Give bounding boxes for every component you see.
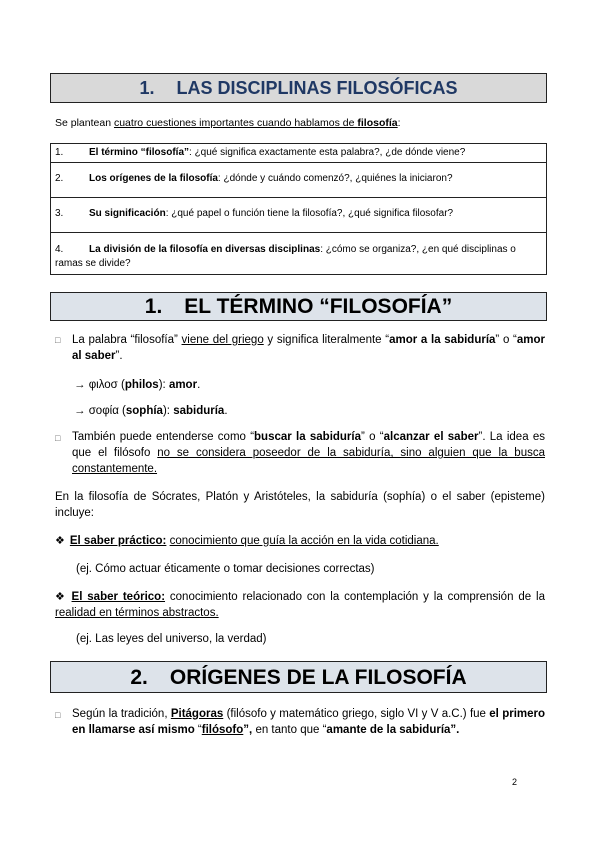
bullet-icon: □ <box>55 433 61 443</box>
table-row: 4. La división de la filosofía en diversas disciplinas: ¿cómo se organiza?, ¿en qué disciplinas o ramas se divide? <box>51 233 547 275</box>
section-number: 1. <box>144 295 163 318</box>
example-practico: (ej. Cómo actuar éticamente o tomar decisiones correctas) <box>76 563 375 575</box>
bullet-icon: □ <box>55 710 61 720</box>
table-row: 3. Su significación: ¿qué papel o función tiene la filosofía?, ¿qué significa filosofar? <box>51 198 547 233</box>
section-heading-origenes <box>50 661 547 693</box>
item-saber-practico: ❖ El saber práctico: conocimiento que guía la acción en la vida cotidiana. <box>55 535 439 547</box>
paragraph-saber: En la filosofía de Sócrates, Platón y Aristóteles, la sabiduría (sophía) o el saber (episteme) incluye: <box>55 491 545 519</box>
diamond-bullet-icon: ❖ <box>55 591 67 603</box>
section-number: 1. <box>139 78 155 98</box>
section-title: LAS DISCIPLINAS FILOSÓFICAS <box>176 78 458 98</box>
arrow-icon: → <box>74 405 86 417</box>
intro-sentence: Se plantean cuatro cuestiones importantes cuando hablamos de filosofía: <box>55 117 401 129</box>
section-title: ORÍGENES DE LA FILOSOFÍA <box>169 666 467 689</box>
table-row: 2. Los orígenes de la filosofía: ¿dónde y cuándo comenzó?, ¿quiénes la iniciaron? <box>51 163 547 198</box>
section-title: EL TÉRMINO “FILOSOFÍA” <box>184 295 453 318</box>
table-row: 1. El término “filosofía”: ¿qué significa exactamente esta palabra?, ¿de dónde viene? <box>51 144 547 163</box>
diamond-bullet-icon: ❖ <box>55 535 65 547</box>
example-teorico: (ej. Las leyes del universo, la verdad) <box>76 633 267 645</box>
etymology-philos: → φιλοσ (philos): amor. <box>74 379 201 391</box>
questions-table <box>50 143 547 275</box>
arrow-icon: → <box>74 379 86 391</box>
section-heading-disciplinas <box>50 73 547 103</box>
paragraph-busqueda: También puede entenderse como “buscar la sabiduría” o “alcanzar el saber”. La idea es que el filósofo no se considera poseedor de la sabiduría, sino alguien que la busca constantemente. <box>72 431 546 475</box>
page-number: 2 <box>512 777 518 787</box>
etymology-sophia: → σοφία (sophía): sabiduría. <box>74 405 228 417</box>
item-saber-teorico: ❖ El saber teórico: conocimiento relacionado con la contemplación y la comprensión de la realidad en términos abstractos. <box>55 591 545 619</box>
section-heading-termino <box>50 292 547 321</box>
bullet-icon: □ <box>55 335 61 345</box>
paragraph-pitagoras: Según la tradición, Pitágoras (filósofo y matemático griego, siglo VI y V a.C.) fue el primero en llamarse así mismo “filósofo”, en tanto que “amante de la sabiduría”. <box>72 708 546 736</box>
paragraph-definition: La palabra “filosofía” viene del griego y significa literalmente “amor a la sabiduría” o “amor al saber”. <box>72 334 545 362</box>
section-number: 2. <box>130 666 148 689</box>
